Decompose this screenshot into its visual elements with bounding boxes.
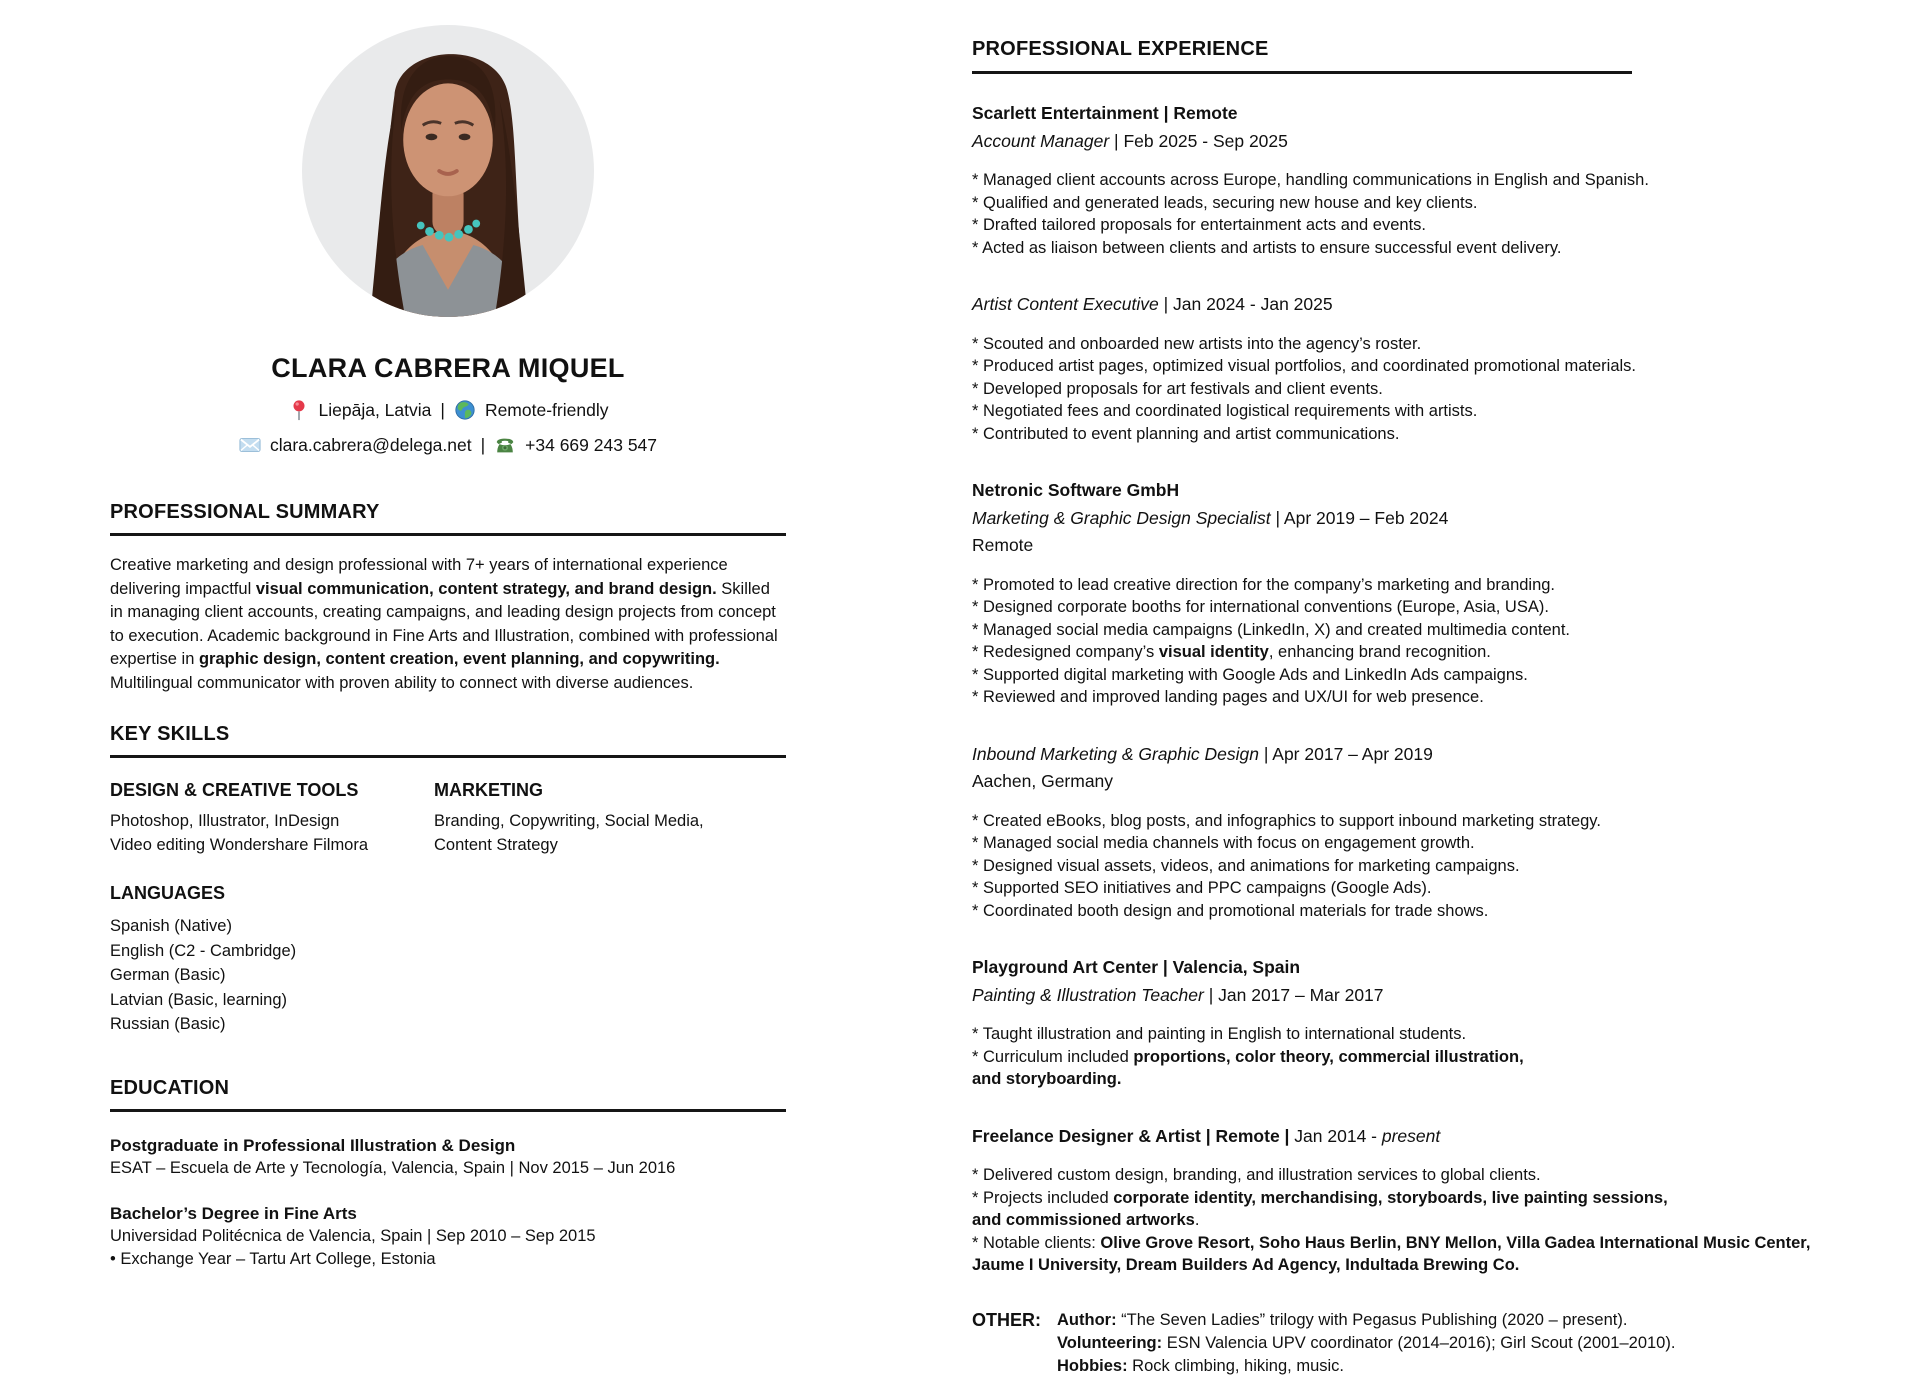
text-segment: * Supported digital marketing with Google Ads and LinkedIn Ads campaigns. xyxy=(972,665,1528,684)
text-segment: Aachen, Germany xyxy=(972,771,1114,791)
job-bullet-line xyxy=(972,400,1817,423)
text-segment: | Jan 2017 – Mar 2017 xyxy=(1203,984,1384,1005)
job-bullet-line xyxy=(972,333,1817,356)
job-header-line xyxy=(972,291,1817,319)
education-detail: ESAT – Escuela de Arte y Tecnología, Valencia, Spain | Nov 2015 – Jun 2016 xyxy=(110,1158,676,1177)
text-segment: | Jan 2024 - Jan 2025 xyxy=(1158,294,1333,314)
education-entries xyxy=(110,1134,786,1271)
job-entry xyxy=(972,1123,1817,1277)
job-bullets xyxy=(972,1023,1817,1091)
text-segment: Inbound Marketing & Graphic Design xyxy=(972,743,1259,764)
professional-summary-section xyxy=(110,501,786,695)
text-segment: Marketing & Graphic Design Specialist xyxy=(972,507,1271,528)
text-segment: * Taught illustration and painting in English to international students. xyxy=(972,1025,1467,1043)
text-segment: * Drafted tailored proposals for entertainment acts and events. xyxy=(972,216,1426,234)
text-segment: Jan 2014 - xyxy=(1289,1125,1382,1146)
job-bullet-line xyxy=(972,619,1817,642)
job-bullet-line xyxy=(972,1187,1817,1210)
job-bullet-line xyxy=(972,1068,1817,1091)
text-segment: Netronic Software GmbH xyxy=(972,480,1180,500)
job-header-line xyxy=(972,128,1817,156)
right-column xyxy=(972,38,1817,1378)
skills-group-lines xyxy=(110,809,434,857)
other-section xyxy=(972,1309,1817,1378)
job-header-line xyxy=(972,768,1817,796)
text-segment: Scarlett Entertainment | Remote xyxy=(972,103,1238,123)
job-entry xyxy=(972,477,1817,709)
left-column xyxy=(110,25,786,1271)
job-bullet-line xyxy=(972,641,1817,664)
other-line xyxy=(1057,1355,1675,1378)
skills-line: Video editing Wondershare Filmora xyxy=(110,836,369,854)
professional-summary-text xyxy=(110,554,786,695)
contact-line-email-phone xyxy=(110,433,786,457)
text-segment: * Reviewed and improved landing pages and UX/UI for web presence. xyxy=(972,688,1484,706)
text-segment: Remote xyxy=(972,535,1034,555)
skills-line: Photoshop, Illustrator, InDesign xyxy=(110,812,340,830)
text-segment: Hobbies: xyxy=(1057,1356,1128,1375)
job-bullet-line xyxy=(972,900,1817,923)
text-segment: * Supported SEO initiatives and PPC campaigns (Google Ads). xyxy=(972,879,1432,897)
text-segment: * Curriculum included xyxy=(972,1047,1134,1066)
text-segment: Painting & Illustration Teacher xyxy=(972,984,1204,1005)
job-bullet-line xyxy=(972,1232,1817,1277)
job-bullet-line xyxy=(972,214,1817,237)
job-header-line xyxy=(972,505,1817,533)
job-header-line xyxy=(972,477,1817,505)
text-segment: | Apr 2019 – Feb 2024 xyxy=(1270,507,1449,528)
text-segment: * Managed social media channels with focus on engagement growth. xyxy=(972,834,1475,852)
skills-group-heading: DESIGN & CREATIVE TOOLS xyxy=(110,780,359,800)
other-lines xyxy=(1057,1309,1675,1378)
job-header-line xyxy=(972,532,1817,560)
phone-text: +34 669 243 547 xyxy=(525,435,658,455)
job-bullets xyxy=(972,810,1817,923)
job-bullets xyxy=(972,333,1817,446)
text-segment: Account Manager xyxy=(972,130,1110,151)
skills-line: Content Strategy xyxy=(434,836,558,854)
job-bullet-line xyxy=(972,596,1817,619)
text-segment: Multilingual communicator with proven ability to connect with diverse audiences. xyxy=(110,673,694,692)
skills-group xyxy=(434,780,786,857)
education-section xyxy=(110,1077,786,1271)
text-segment: , enhancing brand recognition. xyxy=(1268,643,1491,661)
job-bullet-line xyxy=(972,832,1817,855)
job-bullets xyxy=(972,169,1817,259)
text-segment: and storyboarding. xyxy=(972,1070,1122,1088)
text-segment: “The Seven Ladies” trilogy with Pegasus Publishing (2020 – present). xyxy=(1116,1310,1628,1329)
text-segment: and commissioned artworks xyxy=(972,1211,1195,1229)
job-bullet-line xyxy=(972,1164,1817,1187)
text-segment: graphic design, content creation, event planning, and copywriting. xyxy=(198,650,720,668)
text-segment: * Designed visual assets, videos, and animations for marketing campaigns. xyxy=(972,856,1520,875)
text-segment: * Negotiated fees and coordinated logistical requirements with artists. xyxy=(972,402,1478,420)
text-segment: * Created eBooks, blog posts, and infographics to support inbound marketing strategy. xyxy=(972,811,1601,830)
text-segment: visual identity xyxy=(1158,643,1269,661)
other-line xyxy=(1057,1332,1675,1355)
skills-group xyxy=(110,780,434,857)
text-segment: * Projects included xyxy=(972,1188,1114,1207)
professional-summary-title: PROFESSIONAL SUMMARY xyxy=(110,501,786,536)
globe-icon xyxy=(454,399,476,421)
text-segment: * Contributed to event planning and artist communications. xyxy=(972,424,1400,443)
languages-list xyxy=(110,914,786,1037)
skills-group-lines xyxy=(434,809,786,857)
phone-icon xyxy=(494,434,516,456)
education-degree: Bachelor’s Degree in Fine Arts xyxy=(110,1203,357,1223)
professional-experience-title: PROFESSIONAL EXPERIENCE xyxy=(972,38,1632,74)
job-header-line xyxy=(972,1123,1817,1151)
profile-photo xyxy=(302,25,594,317)
text-segment: * Qualified and generated leads, securing new house and key clients. xyxy=(972,193,1478,212)
text-segment: * Delivered custom design, branding, and illustration services to global clients. xyxy=(972,1166,1541,1184)
education-entry xyxy=(110,1202,786,1271)
separator-2: | xyxy=(480,435,486,455)
text-segment: * Coordinated booth design and promotional materials for trade shows. xyxy=(972,901,1489,920)
language-item: Latvian (Basic, learning) xyxy=(110,990,288,1009)
text-segment: Rock climbing, hiking, music. xyxy=(1127,1356,1344,1375)
job-entry xyxy=(972,100,1817,259)
job-bullets xyxy=(972,1164,1817,1277)
job-header xyxy=(972,477,1817,560)
email-text: clara.cabrera@delega.net xyxy=(269,435,472,455)
job-bullet-line xyxy=(972,855,1817,878)
job-bullet-line xyxy=(972,810,1817,833)
text-segment: * Produced artist pages, optimized visual portfolios, and coordinated promotional materials. xyxy=(972,357,1637,375)
education-entry xyxy=(110,1134,786,1180)
job-bullet-line xyxy=(972,1046,1817,1069)
job-entry xyxy=(972,291,1817,445)
job-bullet-line xyxy=(972,1023,1817,1046)
pin-icon xyxy=(288,399,310,421)
job-bullet-line xyxy=(972,355,1817,378)
key-skills-section xyxy=(110,723,786,1037)
job-bullet-line xyxy=(972,574,1817,597)
job-bullet-line xyxy=(972,664,1817,687)
job-header-line xyxy=(972,954,1817,982)
language-item: Spanish (Native) xyxy=(110,917,232,935)
job-bullet-line xyxy=(972,237,1817,260)
key-skills-title: KEY SKILLS xyxy=(110,723,786,758)
text-segment: visual communication, content strategy, and brand design. xyxy=(255,579,717,598)
mail-icon xyxy=(239,434,261,456)
job-bullet-line xyxy=(972,877,1817,900)
job-header-line xyxy=(972,741,1817,769)
text-segment: | Feb 2025 - Sep 2025 xyxy=(1109,130,1288,151)
job-header-line xyxy=(972,982,1817,1010)
text-segment: . xyxy=(1194,1211,1200,1229)
text-segment: * Promoted to lead creative direction for the company’s marketing and branding. xyxy=(972,575,1556,594)
skills-line: Branding, Copywriting, Social Media, xyxy=(434,812,704,830)
text-segment: Skilled in managing client accounts, creating campaigns, and leading design projects from concept to execution. Academic background in Fine Arts and Illustration, combined with professional expertise in xyxy=(110,579,778,668)
job-bullets xyxy=(972,574,1817,709)
job-bullet-line xyxy=(972,1209,1817,1232)
job-header xyxy=(972,1123,1817,1151)
remote-text: Remote-friendly xyxy=(484,400,609,420)
profile-photo-illustration xyxy=(302,25,594,317)
text-segment: * Acted as liaison between clients and artists to ensure successful event delivery. xyxy=(972,238,1562,257)
text-segment: Author: xyxy=(1057,1310,1117,1329)
education-degree: Postgraduate in Professional Illustration & Design xyxy=(110,1135,516,1155)
text-segment: * Designed corporate booths for international conventions (Europe, Asia, USA). xyxy=(972,598,1549,616)
text-segment: * Scouted and onboarded new artists into the agency’s roster. xyxy=(972,334,1422,353)
other-line xyxy=(1057,1309,1675,1332)
key-skills-groups xyxy=(110,780,786,857)
skills-group-heading: MARKETING xyxy=(434,780,543,800)
text-segment: ESN Valencia UPV coordinator (2014–2016); Girl Scout (2001–2010). xyxy=(1162,1333,1676,1352)
other-label: OTHER: xyxy=(972,1309,1041,1330)
language-item: English (C2 - Cambridge) xyxy=(110,941,297,960)
job-header xyxy=(972,954,1817,1009)
separator-1: | xyxy=(440,400,445,420)
language-item: Russian (Basic) xyxy=(110,1015,226,1033)
education-detail: Universidad Politécnica de Valencia, Spain | Sep 2010 – Sep 2015 xyxy=(110,1226,596,1245)
jobs-list xyxy=(972,100,1817,1277)
candidate-name: CLARA CABRERA MIQUEL xyxy=(271,353,625,383)
job-bullet-line xyxy=(972,423,1817,446)
text-segment: Creative marketing and design professional with 7+ years of international experience delivering impactful xyxy=(110,556,728,598)
text-segment: present xyxy=(1381,1125,1441,1146)
text-segment: | Apr 2017 – Apr 2019 xyxy=(1258,743,1433,764)
text-segment: proportions, color theory, commercial illustration, xyxy=(1133,1047,1524,1066)
job-entry xyxy=(972,741,1817,923)
text-segment: corporate identity, merchandising, storyboards, live painting sessions, xyxy=(1113,1188,1668,1207)
job-bullet-line xyxy=(972,169,1817,192)
text-segment: Freelance Designer & Artist | Remote | xyxy=(972,1125,1290,1146)
text-segment: * Developed proposals for art festivals and client events. xyxy=(972,379,1383,398)
job-entry xyxy=(972,954,1817,1091)
text-segment: Playground Art Center | Valencia, Spain xyxy=(972,957,1301,977)
job-header xyxy=(972,741,1817,796)
job-bullet-line xyxy=(972,192,1817,215)
job-bullet-line xyxy=(972,378,1817,401)
text-segment: Volunteering: xyxy=(1057,1333,1163,1352)
language-item: German (Basic) xyxy=(110,966,226,984)
job-header xyxy=(972,100,1817,155)
languages-block xyxy=(110,883,786,1037)
job-bullet-line xyxy=(972,686,1817,709)
text-segment: Artist Content Executive xyxy=(972,294,1159,314)
text-segment: * Managed social media campaigns (LinkedIn, X) and created multimedia content. xyxy=(972,620,1570,639)
job-header xyxy=(972,291,1817,319)
education-detail: • Exchange Year – Tartu Art College, Estonia xyxy=(110,1249,436,1268)
education-title: EDUCATION xyxy=(110,1077,786,1112)
job-header-line xyxy=(972,100,1817,128)
text-segment: Olive Grove Resort, Soho Haus Berlin, BNY Mellon, Villa Gadea International Music Center, Jaume I University, Dream Builders Ad Agency, Indultada Brewing Co. xyxy=(972,1233,1811,1274)
languages-heading: LANGUAGES xyxy=(110,883,226,903)
location-text: Liepāja, Latvia xyxy=(318,400,432,420)
text-segment: * Redesigned company’s xyxy=(972,643,1159,661)
text-segment: * Notable clients: xyxy=(972,1233,1101,1252)
contact-line-location xyxy=(110,398,786,422)
text-segment: * Managed client accounts across Europe, handling communications in English and Spanish. xyxy=(972,171,1649,189)
